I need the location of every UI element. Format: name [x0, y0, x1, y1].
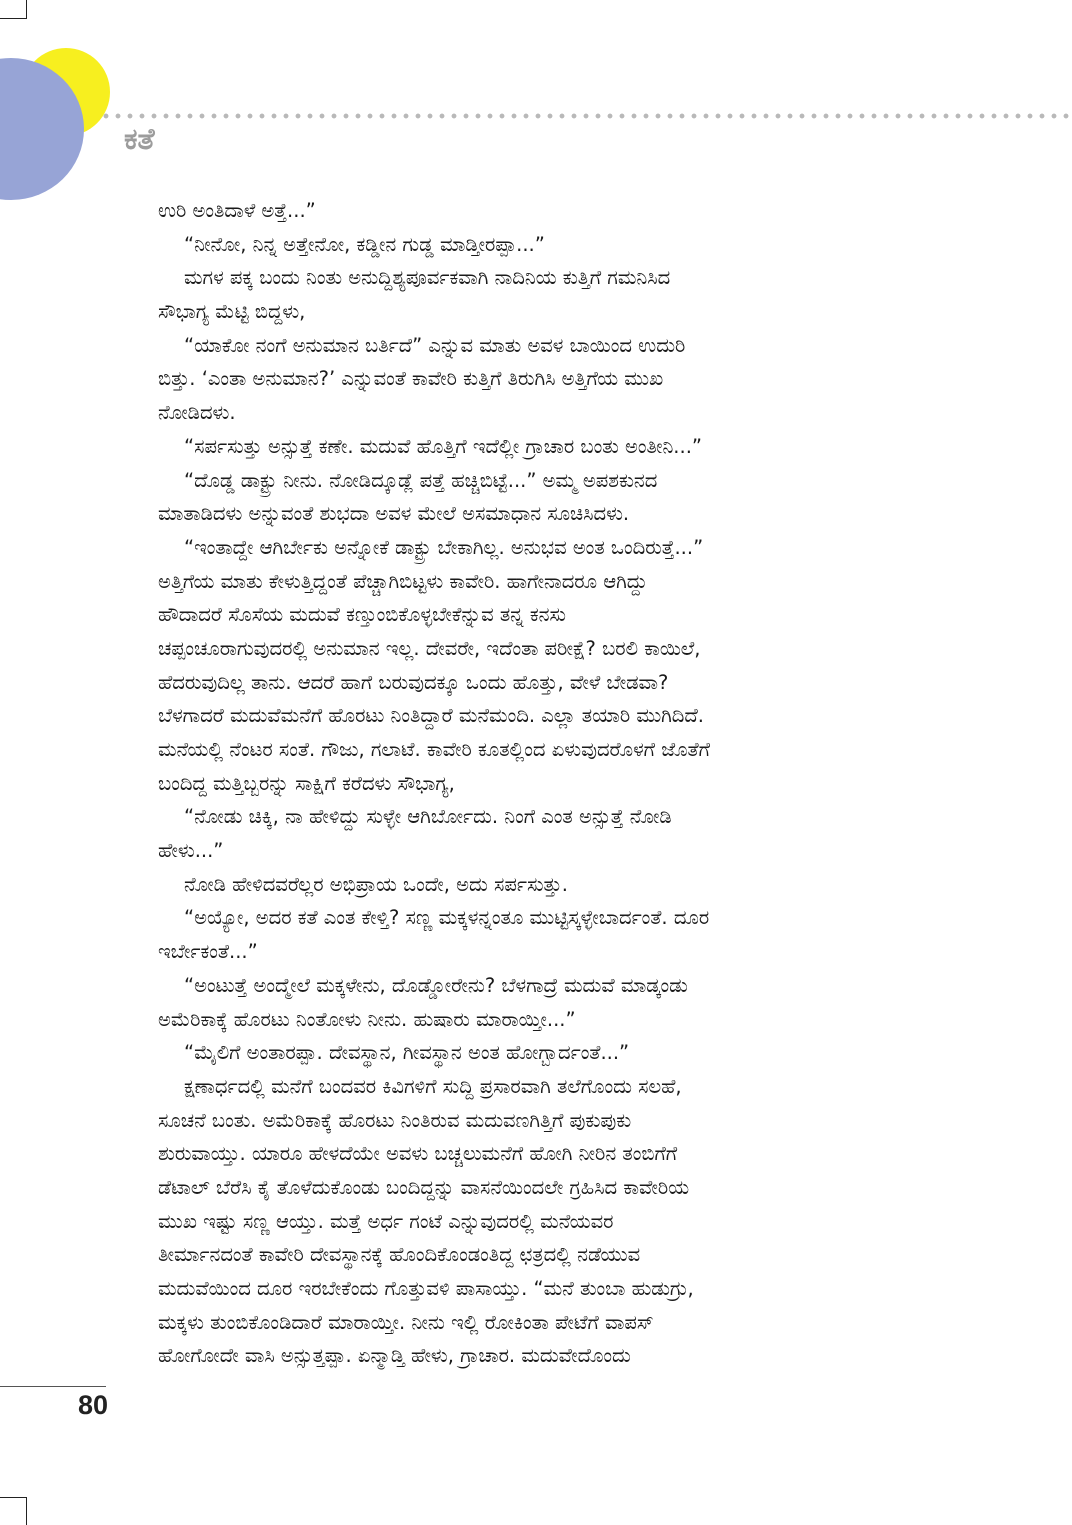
text-line: ಅಮೆರಿಕಾಕ್ಕೆ ಹೊರಟು ನಿಂತೋಳು ನೀನು. ಹುಷಾರು ಮಾರಾಯ್ತೀ...”	[158, 1007, 576, 1031]
text-line: “ನೋಡು ಚಿಕ್ಕಿ, ನಾ ಹೇಳಿದ್ದು ಸುಳ್ಳೇ ಆಗಿರ್ಬೋದು. ನಿಂಗೆ ಎಂತ ಅನ್ಸುತ್ತೆ ನೋಡಿ	[184, 805, 672, 829]
text-line: ಹೌದಾದರೆ ಸೊಸೆಯ ಮದುವೆ ಕಣ್ತುಂಬಿಕೊಳ್ಳಬೇಕೆನ್ನುವ ತನ್ನ ಕನಸು	[158, 603, 567, 627]
text-line: ಡೆಟಾಲ್ ಬೆರೆಸಿ ಕೈ ತೊಳೆದುಕೊಂಡು ಬಂದಿದ್ದನ್ನು ವಾಸನೆಯಿಂದಲೇ ಗ್ರಹಿಸಿದ ಕಾವೇರಿಯ	[158, 1175, 690, 1199]
text-line: ಬಂದಿದ್ದ ಮತ್ತಿಬ್ಬರನ್ನು ಸಾಕ್ಷಿಗೆ ಕರೆದಳು ಸೌಭಾಗ್ಯ,	[158, 771, 455, 795]
text-line: “ಅಂಟುತ್ತೆ ಅಂದ್ಮೇಲೆ ಮಕ್ಕಳೇನು, ದೊಡ್ಡೋರೇನು? ಬೆಳಗಾದ್ರೆ ಮದುವೆ ಮಾಡ್ಕಂಡು	[184, 973, 688, 997]
text-line: ಕ್ಷಣಾರ್ಧದಲ್ಲಿ ಮನೆಗೆ ಬಂದವರ ಕಿವಿಗಳಿಗೆ ಸುದ್ದಿ ಪ್ರಸಾರವಾಗಿ ತಲೆಗೊಂದು ಸಲಹೆ,	[184, 1074, 682, 1098]
text-line: ಉರಿ ಅಂತಿದಾಳೆ ಅತ್ತೆ...”	[158, 199, 316, 222]
text-line: ಬೆಳಗಾದರೆ ಮದುವೆಮನೆಗೆ ಹೊರಟು ನಿಂತಿದ್ದಾರೆ ಮನೆಮಂದಿ. ಎಲ್ಲಾ ತಯಾರಿ ಮುಗಿದಿದೆ.	[158, 704, 704, 728]
text-line: “ಇಂತಾದ್ದೇ ಆಗಿರ್ಬೇಕು ಅನ್ನೋಕೆ ಡಾಕ್ಟ್ರು ಬೇಕಾಗಿಲ್ಲ. ಅನುಭವ ಅಂತ ಒಂದಿರುತ್ತೆ...”	[184, 535, 704, 559]
text-line: “ಮೈಲಿಗೆ ಅಂತಾರಪ್ಪಾ. ದೇವಸ್ಥಾನ, ಗೀವಸ್ಥಾನ ಅಂತ ಹೋಗ್ಬಾರ್ದಂತೆ...”	[184, 1041, 630, 1065]
text-line: ತೀರ್ಮಾನದಂತೆ ಕಾವೇರಿ ದೇವಸ್ಥಾನಕ್ಕೆ ಹೊಂದಿಕೊಂಡಂತಿದ್ದ ಛತ್ರದಲ್ಲಿ ನಡೆಯುವ	[158, 1243, 641, 1267]
text-line: ಮದುವೆಯಿಂದ ದೂರ ಇರಬೇಕೆಂದು ಗೊತ್ತುವಳಿ ಪಾಸಾಯ್ತು. “ಮನೆ ತುಂಬಾ ಹುಡುಗ್ರು,	[158, 1277, 694, 1300]
crop-mark-top-h	[0, 18, 26, 19]
text-line: ಮಕ್ಕಳು ತುಂಬಿಕೊಂಡಿದಾರೆ ಮಾರಾಯ್ತೀ. ನೀನು ಇಲ್ಲಿ ರೋಕಿಂತಾ ಪೇಟೆಗೆ ವಾಪಸ್	[158, 1310, 654, 1334]
text-line: “ಯಾಕೋ ನಂಗೆ ಅನುಮಾನ ಬರ್ತಿದೆ” ಎನ್ನುವ ಮಾತು ಅವಳ ಬಾಯಿಂದ ಉದುರಿ	[184, 333, 686, 357]
text-line: “ಸರ್ಪಸುತ್ತು ಅನ್ಸುತ್ತೆ ಕಣೇ. ಮದುವೆ ಹೊತ್ತಿಗೆ ಇದೆಲ್ಲೀ ಗ್ರಾಚಾರ ಬಂತು ಅಂತೀನಿ...”	[184, 434, 702, 458]
dotted-rule	[100, 112, 1072, 120]
text-line: “ನೀನೋ, ನಿನ್ನ ಅತ್ತೇನೋ, ಕಡ್ಡೀನ ಗುಡ್ಡ ಮಾಡ್ತೀರಪ್ಪಾ...”	[184, 232, 545, 256]
text-line: ನೋಡಿ ಹೇಳಿದವರೆಲ್ಲರ ಅಭಿಪ್ರಾಯ ಒಂದೇ, ಅದು ಸರ್ಪಸುತ್ತು.	[184, 872, 568, 896]
section-title: ಕತೆ	[124, 122, 155, 157]
text-line: ಸೌಭಾಗ್ಯ ಮೆಟ್ಟಿ ಬಿದ್ದಳು,	[158, 300, 306, 324]
page-number: 80	[78, 1390, 109, 1420]
body-text	[158, 194, 918, 1373]
text-line: “ದೊಡ್ಡ ಡಾಕ್ಟ್ರು ನೀನು. ನೋಡಿದ್ಕೂಡ್ಲೆ ಪತ್ತೆ ಹಚ್ಚಿಬಿಟ್ಟೆ...” ಅಮ್ಮ ಅಪಶಕುನದ	[184, 468, 658, 492]
text-line: ಚಪ್ಪಂಚೂರಾಗುವುದರಲ್ಲಿ ಅನುಮಾನ ಇಲ್ಲ. ದೇವರೇ, ಇದೆಂತಾ ಪರೀಕ್ಷೆ? ಬರಲಿ ಕಾಯಿಲೆ,	[158, 636, 701, 660]
text-line: ಅತ್ತಿಗೆಯ ಮಾತು ಕೇಳುತ್ತಿದ್ದಂತೆ ಪೆಚ್ಚಾಗಿಬಿಟ್ಟಳು ಕಾವೇರಿ. ಹಾಗೇನಾದರೂ ಆಗಿದ್ದು	[158, 569, 648, 593]
crop-mark-top-v	[26, 0, 27, 19]
text-line: ಹೋಗೋದೇ ವಾಸಿ ಅನ್ಸುತ್ತಪ್ಪಾ. ಏನ್ಮಾಡ್ತಿ ಹೇಳು, ಗ್ರಾಚಾರ. ಮದುವೇದೊಂದು	[158, 1344, 631, 1368]
text-line: ಶುರುವಾಯ್ತು. ಯಾರೂ ಹೇಳದೆಯೇ ಅವಳು ಬಚ್ಚಲುಮನೆಗೆ ಹೋಗಿ ನೀರಿನ ತಂಬಿಗೆಗೆ	[158, 1142, 678, 1166]
text-line: ಮಾತಾಡಿದಳು ಅನ್ನುವಂತೆ ಶುಭದಾ ಅವಳ ಮೇಲೆ ಅಸಮಾಧಾನ ಸೂಚಿಸಿದಳು.	[158, 502, 630, 526]
text-line: ಮನೆಯಲ್ಲಿ ನೆಂಟರ ಸಂತೆ. ಗೌಜು, ಗಲಾಟೆ. ಕಾವೇರಿ ಕೂತಲ್ಲಿಂದ ಏಳುವುದರೊಳಗೆ ಜೊತೆಗೆ	[158, 738, 710, 761]
text-line: “ಅಯ್ಯೋ, ಅದರ ಕತೆ ಎಂತ ಕೇಳ್ತಿ? ಸಣ್ಣ ಮಕ್ಕಳನ್ನಂತೂ ಮುಟ್ಟಿಸ್ಕಳ್ಳೇಬಾರ್ದಂತೆ. ದೂರ	[184, 906, 710, 930]
crop-mark-bottom-v	[26, 1497, 27, 1525]
text-line: ಮುಖ ಇಷ್ಟು ಸಣ್ಣ ಆಯ್ತು. ಮತ್ತೆ ಅರ್ಧ ಗಂಟೆ ಎನ್ನುವುದರಲ್ಲಿ ಮನೆಯವರ	[158, 1209, 614, 1233]
text-line: ನೋಡಿದಳು.	[158, 401, 236, 425]
footer-rule	[0, 1386, 106, 1387]
text-line: ಸೂಚನೆ ಬಂತು. ಅಮೆರಿಕಾಕ್ಕೆ ಹೊರಟು ನಿಂತಿರುವ ಮದುವಣಗಿತ್ತಿಗೆ ಪುಕುಪುಕು	[158, 1108, 632, 1132]
text-line: ಇರ್ಬೇಕಂತೆ...”	[158, 940, 258, 964]
text-line: ಹೆದರುವುದಿಲ್ಲ ತಾನು. ಆದರೆ ಹಾಗೆ ಬರುವುದಕ್ಕೂ ಒಂದು ಹೊತ್ತು, ವೇಳೆ ಬೇಡವಾ?	[158, 670, 669, 694]
text-line: ಮಗಳ ಪಕ್ಕ ಬಂದು ನಿಂತು ಅನುದ್ದಿಶ್ಯಪೂರ್ವಕವಾಗಿ ನಾದಿನಿಯ ಕುತ್ತಿಗೆ ಗಮನಿಸಿದ	[184, 266, 671, 290]
text-line: ಹೇಳು...”	[158, 839, 224, 863]
crop-mark-bottom-h	[0, 1497, 26, 1498]
text-line: ಬಿತ್ತು. ‘ಎಂತಾ ಅನುಮಾನ?’ ಎನ್ನುವಂತೆ ಕಾವೇರಿ ಕುತ್ತಿಗೆ ತಿರುಗಿಸಿ ಅತ್ತಿಗೆಯ ಮುಖ	[158, 367, 664, 391]
